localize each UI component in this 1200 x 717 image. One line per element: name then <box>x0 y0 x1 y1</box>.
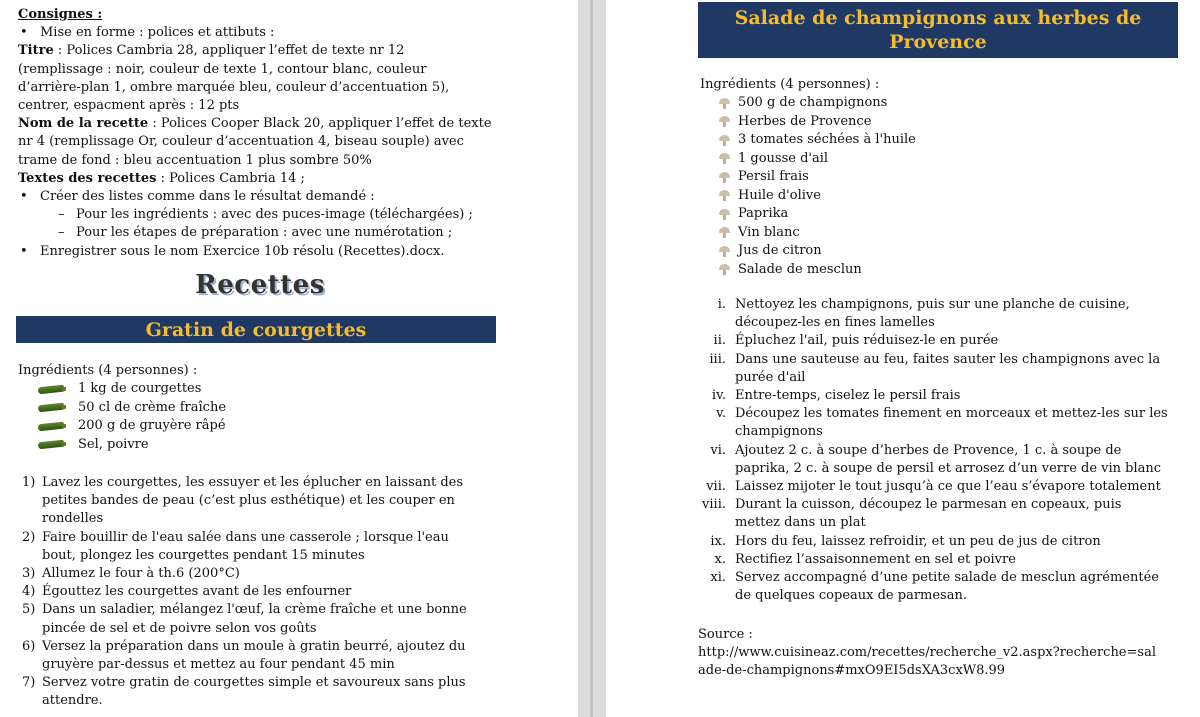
bullet-icon: • <box>20 189 28 205</box>
list-item: Vin blanc <box>700 224 916 243</box>
bullet-item: • Mise en forme : polices et attibuts : <box>18 24 498 42</box>
document-title: Recettes <box>195 270 325 300</box>
list-item: 500 g de champignons <box>700 94 916 113</box>
list-item: Huile d'olive <box>700 187 916 206</box>
list-item: ii. Épluchez l'ail, puis réduisez-le en purée <box>713 333 999 349</box>
list-item: v. Découpez les tomates finement en morceaux et mettez-les sur les champignons <box>716 406 1168 440</box>
mushroom-icon <box>718 152 731 165</box>
list-item: 1 gousse d'ail <box>700 150 916 169</box>
source-url-cont[interactable]: ade-de-champignons#mxO9EI5dsXA3cxW8.99 <box>698 663 1006 679</box>
list-item: Persil frais <box>700 168 916 187</box>
list-item: viii. Durant la cuisson, découpez le parmesan en copeaux, puis mettez dans un plat <box>702 497 1122 531</box>
list-item: 1) Lavez les courgettes, les essuyer et les éplucher en laissant des petites bandes de peau (c’est plus esthétique) et les couper en rondelles <box>22 475 464 527</box>
list-item: ix. Hors du feu, laissez refroidir, et un peu de jus de citron <box>710 533 1101 549</box>
list-item: Sel, poivre <box>18 436 226 455</box>
list-item: iv. Entre-temps, ciselez le persil frais <box>711 388 961 404</box>
instructions-block: Consignes : • Mise en forme : polices et attibuts : Titre : Polices Cambria 28, appliquer l’effet de texte nr 12 (remplissage : noir, couleur de texte 1, contour blanc, couleur d’arrière-plan 1, ombre marquée bleu, couleur d’accentuation 5), centrer, espacment après : 12 pts Nom de la recette : Polices Cooper Black 20, appliquer l’effet de texte nr 4 (remplissage Or, couleur d’accentuation 4, biseau souple) avec trame de fond : bleu accentuation 1 plus sombre 50% Textes des recettes : Polices Cambria 14 ; • Créer des listes comme dans le résultat demandé : – Pour les ingrédients : avec des puces-image (téléchargées) ; – Pour les étapes de préparation : avec une numérotation ; • Enregistrer sous le nom Exercice 10b résolu (Recettes).docx. <box>18 6 498 261</box>
dash-icon: – <box>58 207 65 223</box>
list-item: vi. Ajoutez 2 c. à soupe d’herbes de Provence, 1 c. à soupe de paprika, 2 c. à soupe de persil et arrosez d’un verre de vin blanc <box>710 442 1162 476</box>
list-item: iii. Dans une sauteuse au feu, faites sauter les champignons avec la purée d'ail <box>709 351 1161 385</box>
salade-steps <box>690 296 1168 605</box>
list-item: 7) Servez votre gratin de courgettes simple et savoureux sans plus attendre. <box>22 675 466 709</box>
list-item: Paprika <box>700 205 916 224</box>
list-item: 3) Allumez le four à th.6 (200°C) <box>22 566 240 582</box>
source-url[interactable]: http://www.cuisineaz.com/recettes/recherche_v2.aspx?recherche=sal <box>698 645 1156 661</box>
zucchini-icon <box>38 422 64 431</box>
list-item: 200 g de gruyère râpé <box>18 417 226 436</box>
mushroom-icon <box>718 226 731 239</box>
mushroom-icon <box>718 115 731 128</box>
source-block <box>698 626 1178 681</box>
ingredients-header: Ingrédients (4 personnes) : <box>18 363 198 378</box>
bullet-icon: • <box>20 243 28 259</box>
list-item: Jus de citron <box>700 242 916 261</box>
list-item: 6) Versez la préparation dans un moule à gratin beurré, ajoutez du gruyère par-dessus et mettez au four pendant 45 min <box>22 638 466 673</box>
zucchini-icon <box>38 403 64 412</box>
mushroom-icon <box>718 245 731 258</box>
bullet-icon: • <box>20 25 28 41</box>
list-item: 2) Faire bouillir de l'eau salée dans une casserole ; lorsque l'eau bout, plongez les courgettes pendant 15 minutes <box>22 529 449 563</box>
mushroom-icon <box>718 189 731 202</box>
recipe-title-salade: Salade de champignons aux herbes de Provence <box>698 2 1178 58</box>
salade-ingredients <box>700 76 916 279</box>
list-item: 1 kg de courgettes <box>18 380 226 399</box>
recipe-title-gratin: Gratin de courgettes <box>16 316 496 343</box>
mushroom-icon <box>718 263 731 276</box>
titre-instruction: Titre : Polices Cambria 28, appliquer l’effet de texte nr 12 <box>18 43 405 59</box>
textes-instruction: Textes des recettes : Polices Cambria 14 ; <box>18 170 305 186</box>
instructions-heading: Consignes : <box>18 7 103 22</box>
list-item: vii. Laissez mijoter le tout jusqu’à ce que l’eau s’évapore totalement <box>706 479 1161 495</box>
gratin-steps <box>22 474 467 711</box>
list-item: Herbes de Provence <box>700 113 916 132</box>
list-item: 50 cl de crème fraîche <box>18 399 226 418</box>
sub-bullet-item: – Pour les ingrédients : avec des puces-image (téléchargées) ; <box>18 206 498 224</box>
list-item: 4) Égouttez les courgettes avant de les enfourner <box>22 584 352 600</box>
source-label: Source : <box>698 627 753 642</box>
list-item: x. Rectifiez l’assaisonnement en sel et poivre <box>714 551 1016 567</box>
zucchini-icon <box>38 440 64 449</box>
list-item: i. Nettoyez les champignons, puis sur une planche de cuisine, découpez-les en fines lamelles <box>717 297 1130 331</box>
dash-icon: – <box>58 225 65 241</box>
mushroom-icon <box>718 208 731 221</box>
scroll-divider <box>590 0 593 717</box>
zucchini-icon <box>38 385 64 394</box>
nom-instruction: Nom de la recette : Polices Cooper Black 20, appliquer l’effet de texte <box>18 116 492 132</box>
sub-bullet-item: – Pour les étapes de préparation : avec une numérotation ; <box>18 224 498 242</box>
gratin-ingredients <box>18 362 226 454</box>
mushroom-icon <box>718 171 731 184</box>
list-item: 3 tomates séchées à l'huile <box>700 131 916 150</box>
list-item: xi. Servez accompagné d’une petite salade de mesclun agrémentée de quelques copeaux de parmesan. <box>710 570 1159 604</box>
mushroom-icon <box>718 134 731 147</box>
mushroom-icon <box>718 97 731 110</box>
bullet-item: • Enregistrer sous le nom Exercice 10b résolu (Recettes).docx. <box>18 243 498 261</box>
list-item: Salade de mesclun <box>700 261 916 280</box>
ingredients-header: Ingrédients (4 personnes) : <box>700 77 880 92</box>
bullet-item: • Créer des listes comme dans le résultat demandé : <box>18 188 498 206</box>
list-item: 5) Dans un saladier, mélangez l'œuf, la crème fraîche et une bonne pincée de sel et de poivre selon vos goûts <box>22 602 467 636</box>
